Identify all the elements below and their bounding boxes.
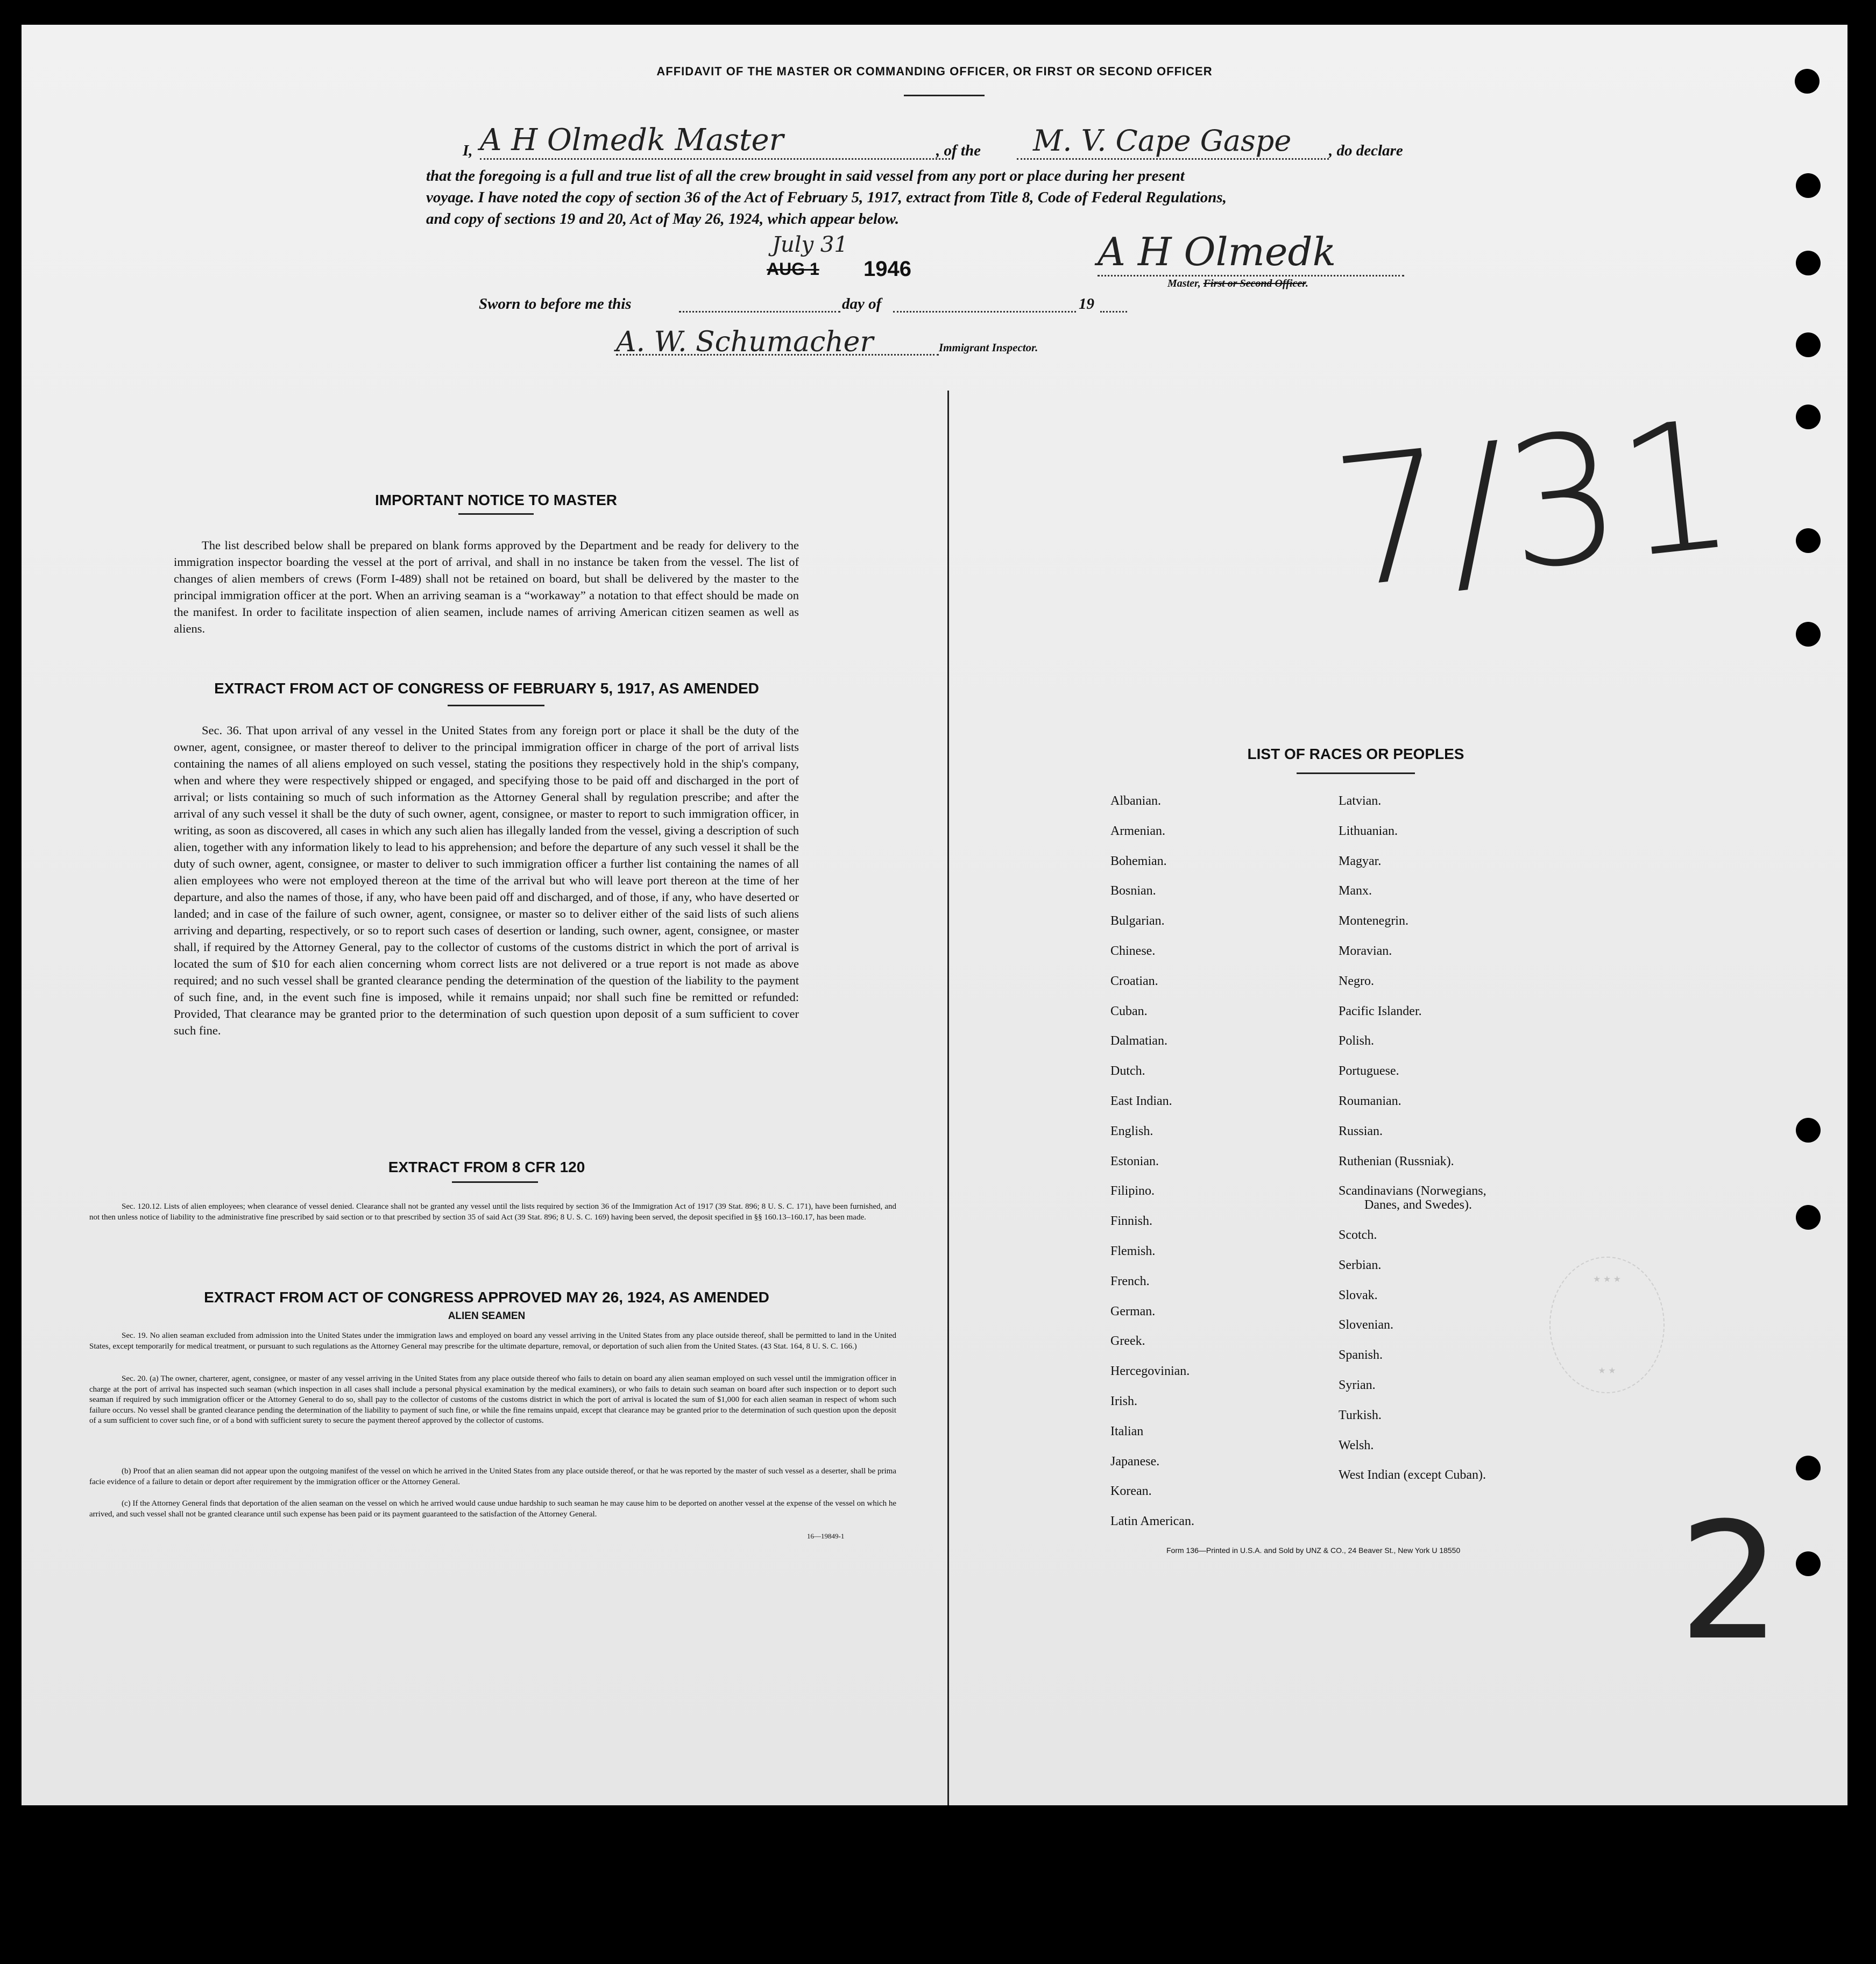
notice-rule bbox=[458, 513, 534, 515]
race-item: Bosnian. bbox=[1110, 884, 1156, 898]
race-item: Armenian. bbox=[1110, 824, 1165, 838]
race-item: Pacific Islander. bbox=[1339, 1004, 1422, 1018]
master-label: Master, First or Second Officer. bbox=[1167, 278, 1308, 289]
document-sheet bbox=[22, 25, 1847, 1805]
race-item: Bohemian. bbox=[1110, 854, 1167, 868]
act-1917-body: Sec. 36. That upon arrival of any vessel in the United States from any foreign port or place it shall be the duty of the owner, agent, consignee, or master thereof to deliver to the principal immigration officer in charge of the port of arrival lists containing the names of all aliens employed on such vessel, stating the positions they respectively hold in the ship's company, when and where they were respectively shipped or engaged, and specifying those to be paid off and discharged in the port of arrival; or lists containing so much of such information as the Attorney General shall by regulation prescribe; and after the arrival of any such vessel it shall be the duty of such owner, agent, consignee, or master to report to such immigration officer, in writing, as soon as discovered, all cases in which any such alien has illegally landed from the vessel, giving a description of such alien, together with any information likely to lead to his apprehension; and before the departure of any such vessel it shall be the duty of such owner, agent, consignee, or master to deliver to such immigration officer a further list containing the names of all alien employees who were not employed thereon at the time of the arrival but who will leave port thereon at the time of her departure, and also the names of those, if any, who have been paid off and discharged, and of those, if any, who have deserted or landed; and in case of the failure of such owner, agent, consignee, or master so to deliver either of the said lists of such aliens arriving and departing, respectively, or so to report such cases of desertion or landing, such owner, agent, consignee, or master shall, if required by the Attorney General, pay to the collector of customs of the customs district in which the port of arrival is located the sum of $10 for each alien concerning whom correct lists are not delivered or a true report is not made as above required; and no such vessel shall be granted clearance pending the determination of the question of the liability to the payment of such fine, and, in the event such fine is imposed, while it remains unpaid; nor shall such fine be remitted or refunded: Provided, That clearance may be granted prior to the determination of such question upon deposit of a sum sufficient to cover such fine. bbox=[174, 724, 799, 1037]
page-number-handwritten: 2 bbox=[1679, 1488, 1781, 1676]
sworn-year-line bbox=[1100, 311, 1127, 313]
notice-body: The list described below shall be prepared on blank forms approved by the Department and be ready for delivery to the immigration inspector boarding the vessel at the port of arrival, and shall in no instance be taken from the vessel. The list of changes of alien members of crews (Form I-489) shall not be retained on board, but shall be delivered by the master to the principal immigration officer at the port. When an arriving seaman is a “workaway” a notation to that effect should be made on the manifest. In order to facilitate inspection of alien seamen, include names of arriving American citizen seamen as well as aliens. bbox=[174, 538, 799, 635]
affidavit-line-2: that the foregoing is a full and true list of all the crew brought in said vessel from any port or place during her present bbox=[426, 167, 1185, 185]
race-item: Chinese. bbox=[1110, 944, 1156, 958]
race-item: Scandinavians (Norwegians, bbox=[1339, 1184, 1486, 1199]
inspector-signature: A. W. Schumacher bbox=[616, 326, 874, 358]
race-item: Turkish. bbox=[1339, 1408, 1382, 1422]
race-item: Russian. bbox=[1339, 1124, 1383, 1138]
binder-hole bbox=[1796, 622, 1821, 647]
vessel-dotted-line bbox=[1017, 158, 1329, 160]
master-label-text: Master, bbox=[1167, 278, 1201, 289]
date-handwritten: July 31 bbox=[772, 232, 848, 257]
race-item: Serbian. bbox=[1339, 1258, 1382, 1272]
race-item: Scotch. bbox=[1339, 1228, 1377, 1242]
race-item: Finnish. bbox=[1110, 1214, 1153, 1229]
name-dotted-line bbox=[480, 158, 953, 160]
sec-20b-text: (b) Proof that an alien seaman did not appear upon the outgoing manifest of the vessel on which he arrived in the United States from any place outside thereof, or that he was reported by the master of such vessel as a deserter, shall be prima facie evidence of a failure to detain or deport after requirement by the immigration officer or the Attorney General. bbox=[89, 1467, 896, 1486]
race-item: French. bbox=[1110, 1274, 1150, 1288]
master-signature: A H Olmedk bbox=[1098, 229, 1336, 274]
race-item: Greek. bbox=[1110, 1334, 1145, 1349]
race-item: Slovenian. bbox=[1339, 1318, 1393, 1332]
race-item: Japanese. bbox=[1110, 1454, 1160, 1469]
race-item: Negro. bbox=[1339, 974, 1374, 988]
officer-struck-text: First or Second Officer bbox=[1203, 278, 1306, 289]
affidavit-prefix: I, bbox=[463, 142, 473, 159]
official-stamp-seal: ★ ★ ★ ★ ★ bbox=[1549, 1257, 1665, 1393]
binder-hole bbox=[1796, 1551, 1821, 1576]
declare-text: , do declare bbox=[1329, 142, 1403, 159]
binder-hole bbox=[1796, 173, 1821, 198]
form-printer-line: Form 136—Printed in U.S.A. and Sold by UNZ & CO., 24 Beaver St., New York U 18550 bbox=[1166, 1546, 1461, 1555]
race-item: Portuguese. bbox=[1339, 1064, 1399, 1079]
sworn-day-line bbox=[679, 311, 840, 313]
sec-20a-text: Sec. 20. (a) The owner, charterer, agent, consignee, or master of any vessel arriving in the United States from any place outside thereof who fails to detain on board any alien seaman employed on such vessel until the immigration officer in charge at the port of arrival has inspected such seaman (which inspection in all cases shall include a personal physical examination by the medical examiners), or who fails to detain such seaman on board after such inspection or to deport such seaman if required by such immigration officer or the Attorney General to do so, shall pay to the collector of customs of the customs district in which the port of arrival is located the sum of $1,000 for each alien seaman in respect of whom such failure occurs. No vessel shall be granted clearance pending the determination of the liability to payment of such fine, or while the fine remains unpaid, except that clearance may be granted prior to the determination of such question upon the deposit of a sum sufficient to cover such fine, or of a bond with sufficient surety to secure the payment thereof approved by the collector of customs. bbox=[89, 1374, 896, 1425]
binder-hole bbox=[1796, 405, 1821, 429]
vessel-name-handwritten: M. V. Cape Gaspe bbox=[1033, 124, 1292, 158]
race-item: Manx. bbox=[1339, 884, 1372, 898]
race-item: German. bbox=[1110, 1304, 1156, 1318]
binder-hole bbox=[1795, 69, 1820, 94]
race-item: West Indian (except Cuban). bbox=[1339, 1468, 1486, 1483]
sec-20c-text: (c) If the Attorney General finds that deportation of the alien seaman on the vessel on which he arrived would cause undue hardship to such seaman he may cause him to be deported on another vessel at the expense of the vessel on which he arrived, and such vessel shall not be granted clearance until such expense has been paid or its payment guaranteed to the satisfaction of the Attorney General. bbox=[89, 1499, 896, 1519]
race-item: Danes, and Swedes). bbox=[1364, 1198, 1472, 1213]
title-rule bbox=[904, 95, 985, 96]
cfr-body: Sec. 120.12. Lists of alien employees; when clearance of vessel denied. Clearance shall not be granted any vessel until the lists required by section 36 of the Immigration Act of 1917 (39 Stat. 896; 8 U. S. C. 171), have been furnished, and not then unless notice of liability to the administrative fine prescribed by said section or to that prescribed by section 35 of said Act (39 Stat. 896; 8 U. S. C. 169) having been served, the deposit specified in §§ 160.13–160.17, has been made. bbox=[89, 1202, 896, 1222]
race-item: Croatian. bbox=[1110, 974, 1158, 988]
binder-hole bbox=[1796, 1205, 1821, 1230]
binder-hole bbox=[1796, 1118, 1821, 1143]
race-item: Lithuanian. bbox=[1339, 824, 1398, 838]
date-struck: AUG 1 bbox=[767, 259, 819, 279]
binder-hole bbox=[1796, 332, 1821, 357]
center-divider bbox=[947, 391, 949, 1805]
act-1917-rule bbox=[448, 705, 544, 706]
race-item: Roumanian. bbox=[1339, 1094, 1401, 1108]
binder-hole bbox=[1796, 528, 1821, 553]
race-item: Korean. bbox=[1110, 1484, 1152, 1499]
race-item: Cuban. bbox=[1110, 1004, 1148, 1018]
race-item: Latvian. bbox=[1339, 794, 1382, 808]
inspector-dotted-line bbox=[616, 354, 939, 356]
notice-title: IMPORTANT NOTICE TO MASTER bbox=[374, 492, 618, 508]
race-item: Italian bbox=[1110, 1424, 1144, 1438]
alien-seamen-subtitle: ALIEN SEAMEN bbox=[448, 1310, 526, 1322]
race-item: Estonian. bbox=[1110, 1154, 1159, 1168]
cfr-title: EXTRACT FROM 8 CFR 120 bbox=[388, 1159, 585, 1175]
race-item: Slovak. bbox=[1339, 1288, 1378, 1302]
sworn-year-label: 19 bbox=[1079, 295, 1094, 313]
race-item: Spanish. bbox=[1339, 1348, 1383, 1363]
race-item: Polish. bbox=[1339, 1034, 1375, 1048]
race-item: Latin American. bbox=[1110, 1514, 1194, 1529]
sworn-month-line bbox=[893, 311, 1076, 313]
big-handwritten-date: 7/31 bbox=[1324, 381, 1743, 628]
sec-19-text: Sec. 19. No alien seaman excluded from admission into the United States under the immigration laws and employed on board any vessel arriving in the United States from any place outside thereof, shall be permitted to land in the United States, except temporarily for medical treatment, or pursuant to such regulations as the Attorney General may prescribe for the ultimate departure, removal, or deportation of such alien from the United States. (43 Stat. 164, 8 U. S. C. 166.) bbox=[89, 1331, 896, 1351]
races-rule bbox=[1297, 772, 1415, 774]
affidavit-line-4: and copy of sections 19 and 20, Act of May 26, 1924, which appear below. bbox=[426, 210, 900, 228]
sworn-prefix: Sworn to before me this bbox=[479, 295, 632, 313]
race-item: Syrian. bbox=[1339, 1378, 1376, 1392]
race-item: Dalmatian. bbox=[1110, 1034, 1167, 1048]
binder-hole bbox=[1796, 251, 1821, 275]
race-item: Magyar. bbox=[1339, 854, 1382, 868]
race-item: Flemish. bbox=[1110, 1244, 1156, 1258]
year-stamped: 1946 bbox=[863, 257, 911, 281]
race-item: Albanian. bbox=[1110, 794, 1161, 808]
race-item: Irish. bbox=[1110, 1394, 1137, 1408]
race-item: East Indian. bbox=[1110, 1094, 1172, 1108]
binder-hole bbox=[1796, 1456, 1821, 1480]
sworn-day-label: day of bbox=[842, 295, 882, 313]
race-item: Filipino. bbox=[1110, 1184, 1155, 1199]
race-item: English. bbox=[1110, 1124, 1153, 1138]
act-1924-title: EXTRACT FROM ACT OF CONGRESS APPROVED MAY 26, 1924, AS AMENDED bbox=[204, 1289, 769, 1306]
of-the-text: , of the bbox=[936, 142, 981, 159]
race-item: Moravian. bbox=[1339, 944, 1392, 958]
race-item: Hercegovinian. bbox=[1110, 1364, 1190, 1379]
master-name-handwritten: A H Olmedk Master bbox=[480, 123, 784, 158]
inspector-label: Immigrant Inspector. bbox=[939, 341, 1038, 354]
signature-dotted-line bbox=[1098, 275, 1404, 276]
race-item: Montenegrin. bbox=[1339, 914, 1408, 928]
cfr-rule bbox=[452, 1181, 538, 1183]
affidavit-line-3: voyage. I have noted the copy of section 36 of the Act of February 5, 1917, extract from Title 8, Code of Federal Regulations, bbox=[426, 189, 1227, 206]
race-item: Ruthenian (Russniak). bbox=[1339, 1154, 1454, 1168]
races-title: LIST OF RACES OR PEOPLES bbox=[1247, 746, 1464, 762]
race-item: Welsh. bbox=[1339, 1438, 1374, 1452]
form-code: 16—19849-1 bbox=[807, 1532, 845, 1540]
race-item: Bulgarian. bbox=[1110, 914, 1165, 928]
race-item: Dutch. bbox=[1110, 1064, 1145, 1079]
affidavit-title: AFFIDAVIT OF THE MASTER OR COMMANDING OFFICER, OR FIRST OR SECOND OFFICER bbox=[656, 65, 1213, 78]
act-1917-title: EXTRACT FROM ACT OF CONGRESS OF FEBRUARY 5, 1917, AS AMENDED bbox=[214, 680, 759, 697]
